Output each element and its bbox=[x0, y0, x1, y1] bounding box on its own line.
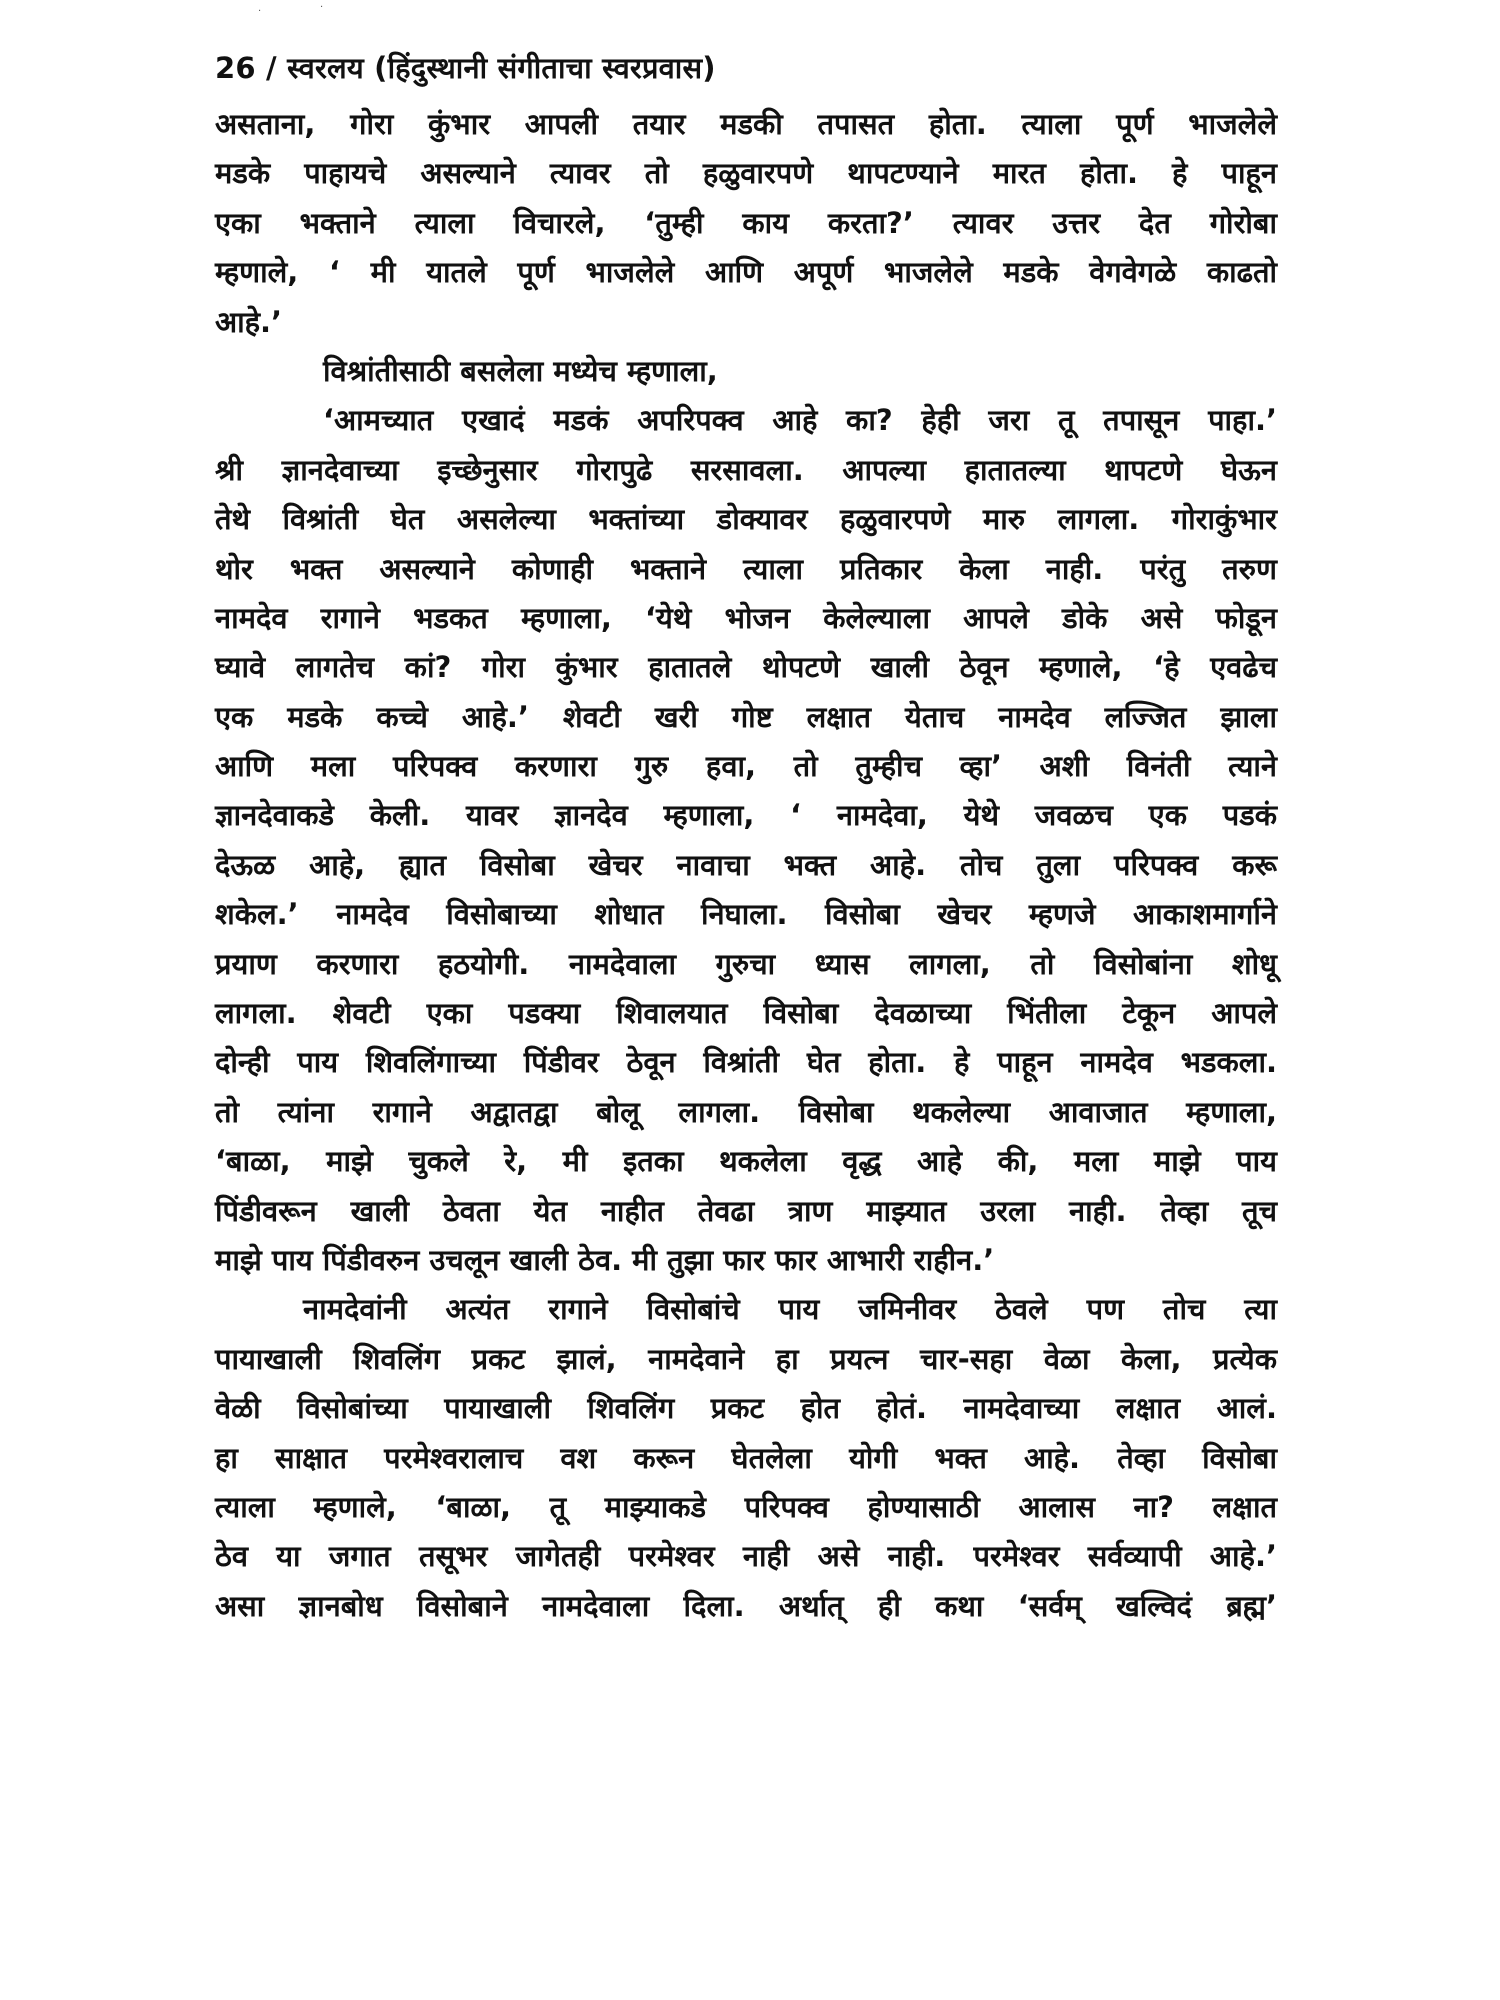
text-line: श्री ज्ञानदेवाच्या इच्छेनुसार गोरापुढे सरसावला. आपल्या हातातल्या थापटणे घेऊन bbox=[215, 452, 1277, 487]
text-line: हा साक्षात परमेश्वरालाच वश करून घेतलेला योगी भक्त आहे. तेव्हा विसोबा bbox=[215, 1440, 1277, 1475]
text-line: नामदेव रागाने भडकत म्हणाला, ‘येथे भोजन केलेल्याला आपले डोके असे फोडून bbox=[215, 600, 1277, 635]
text-line: प्रयाण करणारा हठयोगी. नामदेवाला गुरुचा ध्यास लागला, तो विसोबांना शोधू bbox=[215, 946, 1277, 981]
text-line: लागला. शेवटी एका पडक्या शिवालयात विसोबा देवळाच्या भिंतीला टेकून आपले bbox=[215, 996, 1277, 1031]
text-line: आणि मला परिपक्व करणारा गुरु हवा, तो तुम्हीच व्हा’ अशी विनंती त्याने bbox=[215, 749, 1277, 784]
text-line: असताना, गोरा कुंभार आपली तयार मडकी तपासत होता. त्याला पूर्ण भाजलेले bbox=[215, 107, 1277, 141]
text-line: ठेव या जगात तसूभर जागेतही परमेश्वर नाही असे नाही. परमेश्वर सर्वव्यापी आहे.’ bbox=[215, 1539, 1277, 1574]
text-line: ‘आमच्यात एखादं मडकं अपरिपक्व आहे का? हेही जरा तू तपासून पाहा.’ bbox=[323, 403, 1277, 438]
body-text bbox=[215, 100, 1277, 1631]
text-line: पायाखाली शिवलिंग प्रकट झालं, नामदेवाने हा प्रयत्न चार-सहा वेळा केला, प्रत्येक bbox=[215, 1341, 1277, 1376]
text-line: एक मडके कच्चे आहे.’ शेवटी खरी गोष्ट लक्षात येताच नामदेव लज्जित झाला bbox=[215, 699, 1277, 734]
scan-speck: · bbox=[258, 6, 262, 17]
text-line: ज्ञानदेवाकडे केली. यावर ज्ञानदेव म्हणाला, ‘ नामदेवा, येथे जवळच एक पडकं bbox=[215, 798, 1277, 833]
text-line: वेळी विसोबांच्या पायाखाली शिवलिंग प्रकट होत होतं. नामदेवाच्या लक्षात आलं. bbox=[215, 1391, 1277, 1426]
text-line: म्हणाले, ‘ मी यातले पूर्ण भाजलेले आणि अपूर्ण भाजलेले मडके वेगवेगळे काढतो bbox=[215, 255, 1277, 290]
text-line: नामदेवांनी अत्यंत रागाने विसोबांचे पाय जमिनीवर ठेवले पण तोच त्या bbox=[303, 1292, 1277, 1327]
text-line: आहे.’ bbox=[215, 304, 283, 339]
text-line: थोर भक्त असल्याने कोणाही भक्ताने त्याला प्रतिकार केला नाही. परंतु तरुण bbox=[215, 551, 1277, 586]
text-line: घ्यावे लागतेच कां? गोरा कुंभार हातातले थोपटणे खाली ठेवून म्हणाले, ‘हे एवढेच bbox=[215, 650, 1277, 685]
text-line: तो त्यांना रागाने अद्वातद्वा बोलू लागला. विसोबा थकलेल्या आवाजात म्हणाला, bbox=[215, 1094, 1277, 1129]
scan-speck: · bbox=[320, 2, 324, 13]
text-line: विश्रांतीसाठी बसलेला मध्येच म्हणाला, bbox=[323, 353, 718, 388]
text-line: पिंडीवरून खाली ठेवता येत नाहीत तेवढा त्राण माझ्यात उरला नाही. तेव्हा तूच bbox=[215, 1193, 1277, 1228]
text-line: असा ज्ञानबोध विसोबाने नामदेवाला दिला. अर्थात् ही कथा ‘सर्वम् खल्विदं ब्रह्म’ bbox=[215, 1588, 1277, 1623]
text-line: मडके पाहायचे असल्याने त्यावर तो हळुवारपणे थापटण्याने मारत होता. हे पाहून bbox=[215, 156, 1277, 191]
text-line: शकेल.’ नामदेव विसोबाच्या शोधात निघाला. विसोबा खेचर म्हणजे आकाशमार्गाने bbox=[215, 897, 1277, 932]
text-line: तेथे विश्रांती घेत असलेल्या भक्तांच्या डोक्यावर हळुवारपणे मारु लागला. गोराकुंभार bbox=[215, 502, 1277, 537]
text-line: एका भक्ताने त्याला विचारले, ‘तुम्ही काय करता?’ त्यावर उत्तर देत गोरोबा bbox=[215, 205, 1277, 240]
text-line: ‘बाळा, माझे चुकले रे, मी इतका थकलेला वृद्ध आहे की, मला माझे पाय bbox=[215, 1144, 1277, 1179]
text-line: दोन्ही पाय शिवलिंगाच्या पिंडीवर ठेवून विश्रांती घेत होता. हे पाहून नामदेव भडकला. bbox=[215, 1045, 1277, 1080]
text-line: माझे पाय पिंडीवरुन उचलून खाली ठेव. मी तुझा फार फार आभारी राहीन.’ bbox=[215, 1242, 995, 1277]
text-line: देऊळ आहे, ह्यात विसोबा खेचर नावाचा भक्त आहे. तोच तुला परिपक्व करू bbox=[215, 847, 1277, 882]
text-line: त्याला म्हणाले, ‘बाळा, तू माझ्याकडे परिपक्व होण्यासाठी आलास ना? लक्षात bbox=[215, 1489, 1277, 1524]
running-header: 26 / स्वरलय (हिंदुस्थानी संगीताचा स्वरप्रवास) bbox=[215, 51, 716, 85]
